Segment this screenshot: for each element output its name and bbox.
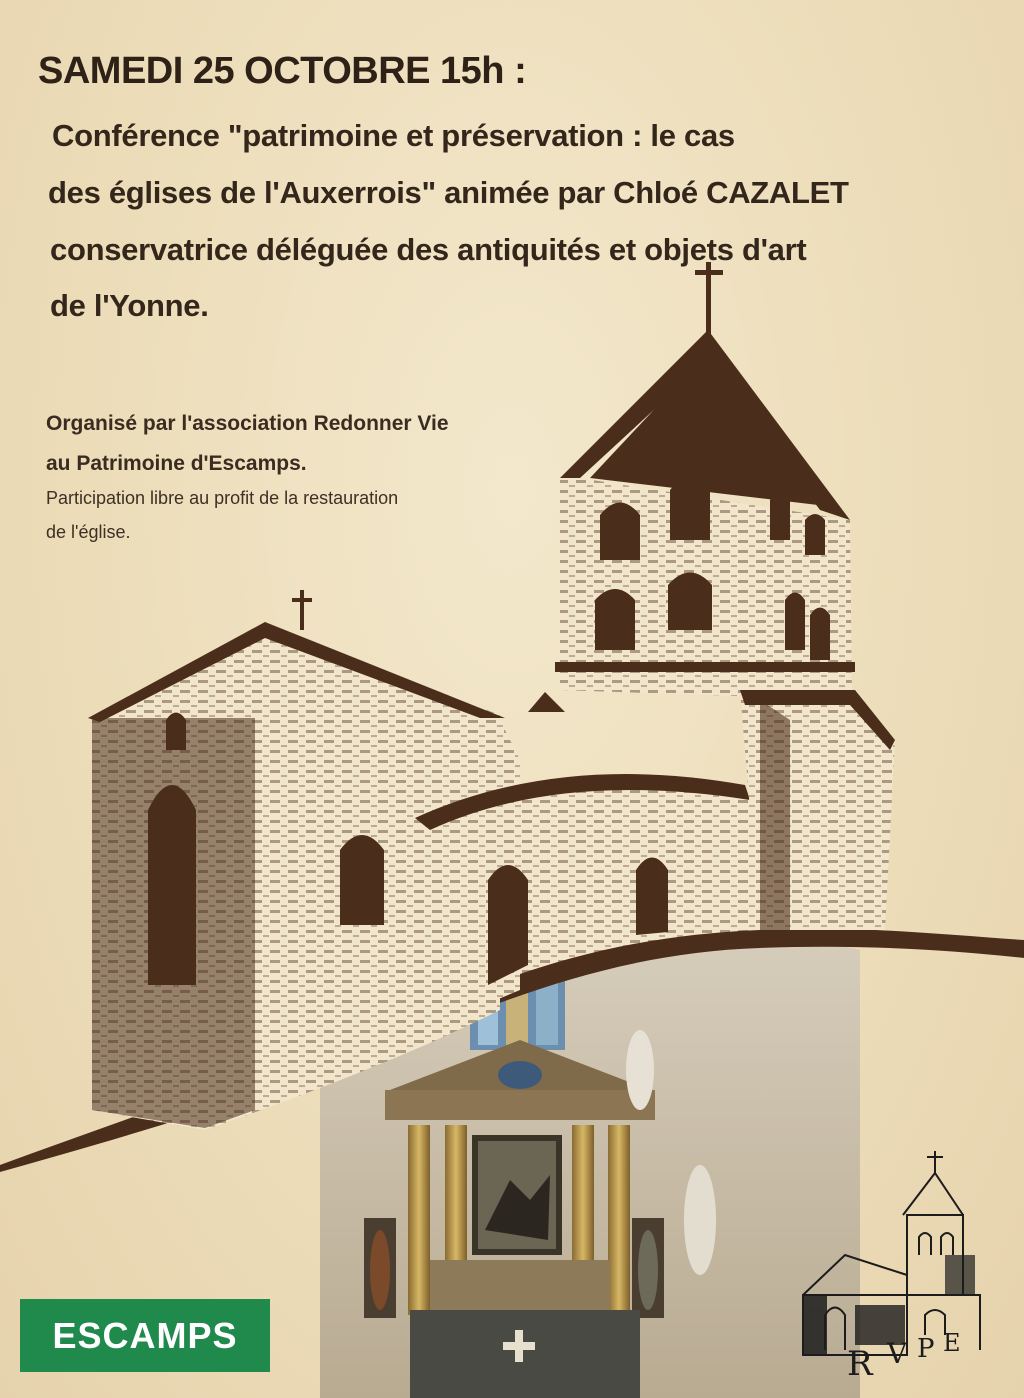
- event-date-heading: SAMEDI 25 OCTOBRE 15h :: [38, 50, 527, 92]
- organizer-line-1: Organisé par l'association Redonner Vie: [46, 412, 449, 435]
- svg-text:E: E: [943, 1329, 961, 1357]
- organizer-line-2: au Patrimoine d'Escamps.: [46, 452, 307, 475]
- svg-text:R: R: [847, 1344, 873, 1384]
- conference-title-line-2: des églises de l'Auxerrois" animée par Chloé CAZALET: [48, 175, 849, 210]
- svg-text:P: P: [917, 1334, 935, 1364]
- svg-text:V: V: [887, 1337, 908, 1370]
- rvpe-logo: [795, 1145, 995, 1390]
- escamps-badge-label: ESCAMPS: [52, 1314, 238, 1356]
- escamps-badge: [20, 1299, 270, 1372]
- conference-title-line-3: conservatrice déléguée des antiquités et objets d'art: [50, 232, 807, 267]
- conference-title-line-1: Conférence "patrimoine et préservation : le cas: [52, 118, 735, 153]
- participation-line-2: de l'église.: [46, 522, 131, 542]
- participation-line-1: Participation libre au profit de la restauration: [46, 488, 399, 508]
- conference-title-line-4: de l'Yonne.: [50, 288, 209, 323]
